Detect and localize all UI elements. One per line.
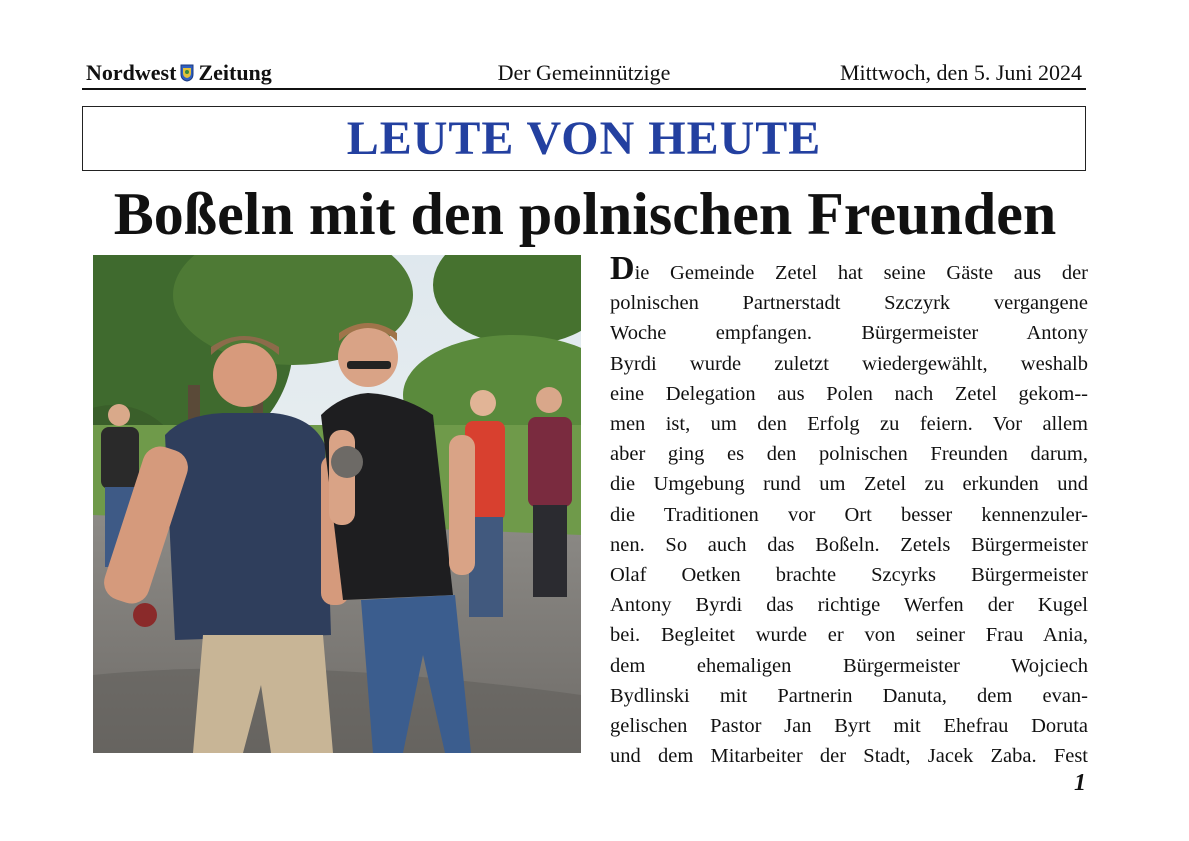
brand-right-text: Zeitung — [198, 60, 272, 85]
article-line: Bydlinski mit Partnerin Danuta, dem evan- — [610, 684, 1088, 707]
section-title: LEUTE VON HEUTE — [346, 112, 822, 165]
issue-date: Mittwoch, den 5. Juni 2024 — [840, 60, 1082, 85]
article-line: Byrdi wurde zuletzt wiedergewählt, weshalb — [610, 352, 1088, 375]
article-line: nen. So auch das Boßeln. Zetels Bürgermeister — [610, 533, 1088, 556]
article-body — [610, 250, 1088, 771]
masthead-subtitle: Der Gemeinnützige — [497, 60, 671, 85]
article-line: und dem Mitarbeiter der Stadt, Jacek Zaba. Fest — [610, 745, 1088, 768]
article-line: die Traditionen vor Ort besser kennenzuler- — [610, 503, 1088, 526]
article-line: die Umgebung rund um Zetel zu erkunden und — [610, 473, 1088, 496]
article-line: bei. Begleitet wurde er von seiner Frau Ania, — [610, 624, 1088, 647]
article-line: gelischen Pastor Jan Byrt mit Ehefrau Doruta — [610, 715, 1088, 738]
article-line: Die Gemeinde Zetel hat seine Gäste aus der — [610, 250, 1088, 287]
article-line: Antony Byrdi das richtige Werfen der Kugel — [610, 594, 1088, 617]
article-line: polnischen Partnerstadt Szczyrk vergangene — [610, 292, 1088, 315]
article-line: Olaf Oetken brachte Szcyrks Bürgermeister — [610, 564, 1088, 587]
article-line: eine Delegation aus Polen nach Zetel gekom-- — [610, 382, 1088, 405]
article-line: Woche empfangen. Bürgermeister Antony — [610, 322, 1088, 345]
article-photo — [93, 255, 581, 753]
page-number: 1 — [1074, 770, 1086, 796]
drop-cap: D — [610, 250, 635, 287]
section-banner — [82, 106, 1086, 171]
article-line: dem ehemaligen Bürgermeister Wojciech — [610, 654, 1088, 677]
photo-illustration — [93, 255, 581, 753]
article-line: men ist, um den Erfolg zu feiern. Vor allem — [610, 413, 1088, 436]
article-headline: Boßeln mit den polnischen Freunden — [113, 181, 1057, 247]
masthead — [82, 58, 1086, 90]
brand-left-text: Nordwest — [86, 60, 177, 85]
article-line: aber ging es den polnischen Freunden darum, — [610, 443, 1088, 466]
